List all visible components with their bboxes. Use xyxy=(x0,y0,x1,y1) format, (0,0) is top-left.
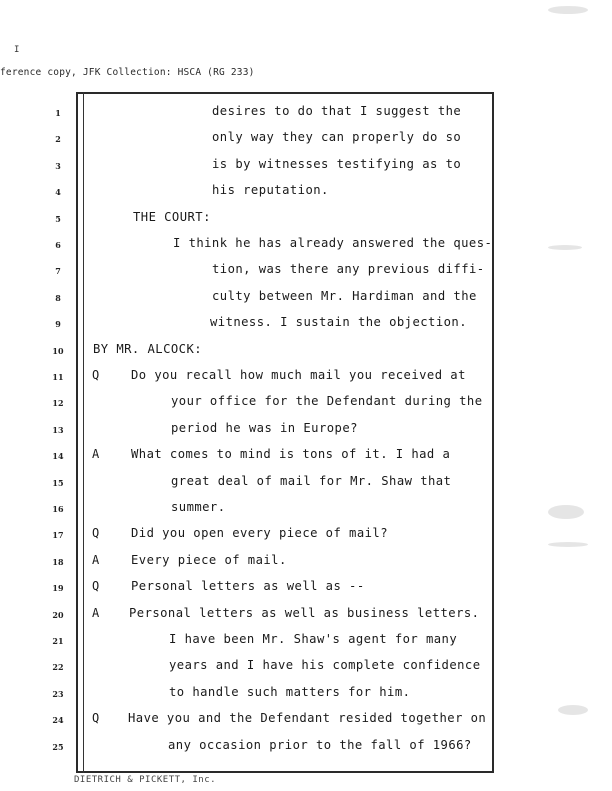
line-text: to handle such matters for him. xyxy=(169,684,411,699)
speaker-marker: A xyxy=(92,447,100,462)
line-number: 23 xyxy=(52,688,64,699)
line-text: only way they can properly do so xyxy=(212,130,462,145)
transcript-line xyxy=(0,474,612,494)
line-number: 15 xyxy=(52,477,64,488)
scan-smudge xyxy=(548,542,588,547)
transcript-line xyxy=(0,130,612,150)
line-text: Have you and the Defendant resided together on xyxy=(128,711,487,726)
scan-smudge xyxy=(548,6,588,14)
line-text: I think he has already answered the ques- xyxy=(173,236,493,250)
scan-smudge xyxy=(558,705,588,715)
transcript-line xyxy=(0,553,612,573)
line-number: 19 xyxy=(52,583,64,594)
scan-smudge xyxy=(548,245,582,250)
line-text: desires to do that I suggest the xyxy=(212,104,462,118)
line-text: Personal letters as well as -- xyxy=(131,579,365,594)
line-text: years and I have his complete confidence xyxy=(169,658,481,673)
line-number: 2 xyxy=(55,134,61,145)
line-number: 9 xyxy=(55,319,61,330)
line-text: Personal letters as well as business letters. xyxy=(129,605,480,620)
line-number: 16 xyxy=(52,504,64,514)
line-text: witness. I sustain the objection. xyxy=(210,315,467,330)
scan-smudge xyxy=(548,505,584,519)
line-number: 4 xyxy=(55,187,61,198)
line-text: Every piece of mail. xyxy=(131,552,287,567)
speaker-marker: Q xyxy=(92,711,100,726)
transcript-line xyxy=(0,262,612,282)
transcript-line xyxy=(0,394,612,414)
line-text: summer. xyxy=(171,500,226,514)
line-text: any occasion prior to the fall of 1966? xyxy=(168,737,472,752)
line-number: 5 xyxy=(55,213,61,224)
transcript-line xyxy=(0,236,612,256)
margin-mark: I xyxy=(14,45,20,55)
line-number: 12 xyxy=(52,398,64,409)
line-text: BY MR. ALCOCK: xyxy=(93,341,203,356)
line-text: Do you recall how much mail you received at xyxy=(131,368,466,382)
line-number: 24 xyxy=(52,715,64,726)
transcript-line xyxy=(0,658,612,678)
line-number: 20 xyxy=(52,609,64,620)
transcript-line xyxy=(0,421,612,441)
line-number: 21 xyxy=(52,636,64,646)
line-number: 22 xyxy=(52,662,64,673)
collection-header: ference copy, JFK Collection: HSCA (RG 233) xyxy=(0,67,255,78)
transcript-line xyxy=(0,104,612,124)
line-number: 10 xyxy=(52,345,64,356)
line-number: 8 xyxy=(55,292,61,303)
line-text: I have been Mr. Shaw's agent for many xyxy=(169,632,458,646)
speaker-marker: Q xyxy=(92,526,100,541)
transcript-line xyxy=(0,632,612,652)
line-text: his reputation. xyxy=(212,183,329,198)
line-number: 3 xyxy=(55,160,61,171)
line-text: tion, was there any previous diffi- xyxy=(212,262,485,277)
transcript-line xyxy=(0,183,612,203)
transcript-line xyxy=(0,738,612,758)
line-text: THE COURT: xyxy=(133,209,211,224)
transcript-line xyxy=(0,315,612,335)
line-text: is by witnesses testifying as to xyxy=(212,156,462,171)
line-number: 1 xyxy=(55,108,61,118)
line-text: great deal of mail for Mr. Shaw that xyxy=(171,473,452,488)
transcript-line xyxy=(0,711,612,731)
transcript-line xyxy=(0,579,612,599)
transcript-line xyxy=(0,606,612,626)
line-text: Did you open every piece of mail? xyxy=(131,526,388,541)
speaker-marker: Q xyxy=(92,368,100,382)
transcript-line xyxy=(0,368,612,388)
transcript-line xyxy=(0,526,612,546)
line-text: culty between Mr. Hardiman and the xyxy=(212,288,477,303)
line-number: 17 xyxy=(52,530,64,541)
line-number: 7 xyxy=(55,266,61,277)
line-text: What comes to mind is tons of it. I had a xyxy=(131,447,451,462)
speaker-marker: Q xyxy=(92,579,100,594)
transcript-line xyxy=(0,685,612,705)
transcript-line xyxy=(0,342,612,362)
line-text: period he was in Europe? xyxy=(171,420,358,435)
line-number: 25 xyxy=(52,741,64,752)
transcript-line xyxy=(0,157,612,177)
line-number: 14 xyxy=(52,451,64,462)
line-number: 11 xyxy=(52,372,64,382)
transcript-line xyxy=(0,447,612,467)
line-text: your office for the Defendant during the xyxy=(171,394,483,409)
line-number: 13 xyxy=(52,424,64,435)
reporter-footer: DIETRICH & PICKETT, Inc. xyxy=(74,775,217,785)
transcript-line xyxy=(0,500,612,520)
speaker-marker: A xyxy=(92,605,100,620)
speaker-marker: A xyxy=(92,552,100,567)
transcript-line xyxy=(0,210,612,230)
line-number: 6 xyxy=(55,240,61,250)
transcript-line xyxy=(0,289,612,309)
line-number: 18 xyxy=(52,556,64,567)
